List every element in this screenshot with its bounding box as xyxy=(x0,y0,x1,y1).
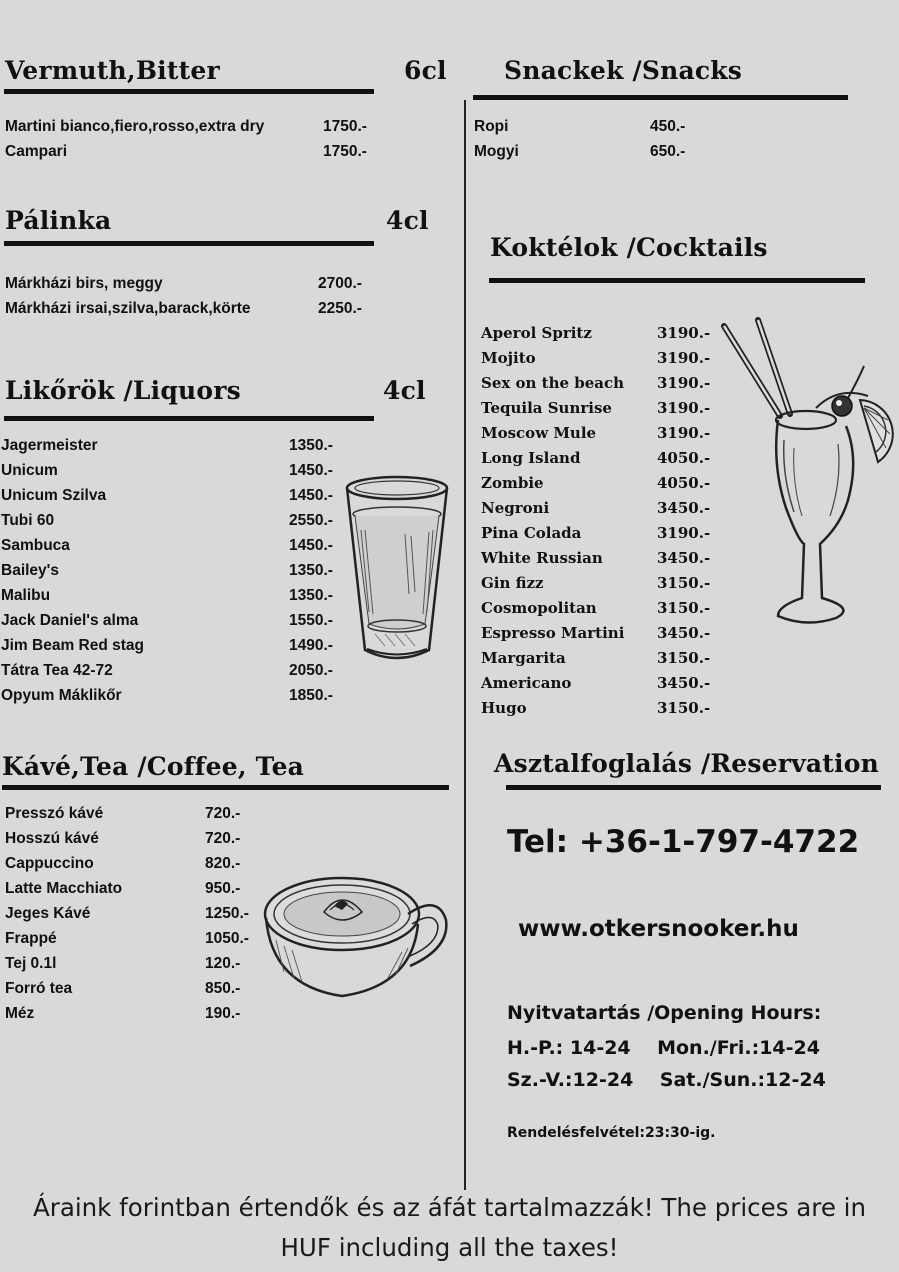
coffee-heading: Kávé,Tea /Coffee, Tea xyxy=(2,752,305,781)
menu-item xyxy=(1,562,343,580)
menu-item-price: 1350.- xyxy=(289,562,333,579)
menu-item-name: Tátra Tea 42-72 xyxy=(1,662,113,679)
menu-item-name: Cosmopolitan xyxy=(481,599,597,617)
vermuth-heading: Vermuth,Bitter xyxy=(5,56,220,85)
menu-item-name: Espresso Martini xyxy=(481,624,625,642)
menu-item-price: 3150.- xyxy=(657,699,711,717)
menu-item-name: Unicum Szilva xyxy=(1,487,107,504)
menu-item-price: 120.- xyxy=(205,955,241,972)
menu-item xyxy=(1,437,343,455)
menu-item-name: White Russian xyxy=(481,549,603,567)
menu-item-price: 1490.- xyxy=(289,637,333,654)
menu-item-price: 4050.- xyxy=(657,449,711,467)
menu-item-name: Cappuccino xyxy=(5,855,94,872)
menu-item-name: Tubi 60 xyxy=(1,512,55,529)
menu-item-price: 2550.- xyxy=(289,512,333,529)
menu-item-price: 4050.- xyxy=(657,474,711,492)
cocktail-glass-icon xyxy=(718,316,899,634)
menu-item-name: Frappé xyxy=(5,930,57,947)
menu-item xyxy=(5,143,377,161)
menu-item-name: Bailey's xyxy=(1,562,59,579)
menu-item xyxy=(481,674,721,692)
menu-item-price: 3190.- xyxy=(657,524,711,542)
menu-item-name: Malibu xyxy=(1,587,51,604)
menu-item xyxy=(481,424,721,442)
menu-item-price: 1450.- xyxy=(289,462,333,479)
menu-item xyxy=(481,699,721,717)
opening-hours-title: Nyitvatartás /Opening Hours: xyxy=(507,1002,822,1024)
opening-hours-weekend: Sz.-V.:12-24 Sat./Sun.:12-24 xyxy=(507,1069,826,1091)
menu-item-price: 3190.- xyxy=(657,424,711,442)
vermuth-rule xyxy=(4,89,374,94)
menu-item-price: 3190.- xyxy=(657,374,711,392)
phone-number[interactable]: Tel: +36-1-797-4722 xyxy=(507,824,860,860)
menu-item-name: Márkházi birs, meggy xyxy=(5,275,163,292)
menu-item-price: 1250.- xyxy=(205,905,249,922)
menu-item-price: 2250.- xyxy=(318,299,362,317)
menu-item xyxy=(481,499,721,517)
menu-item xyxy=(5,118,377,136)
menu-item-price: 720.- xyxy=(205,830,241,847)
menu-item xyxy=(5,300,373,318)
menu-item xyxy=(5,1005,260,1023)
menu-item xyxy=(1,637,343,655)
menu-item-price: 3150.- xyxy=(657,574,711,592)
menu-item xyxy=(481,549,721,567)
menu-item xyxy=(5,930,260,948)
palinka-rule xyxy=(4,241,374,246)
menu-item xyxy=(481,399,721,417)
snacks-heading: Snackek /Snacks xyxy=(504,56,743,85)
menu-item-price: 1750.- xyxy=(323,142,367,160)
footer-line-1: Áraink forintban értendők és az áfát tartalmazzák! The prices are in xyxy=(32,1193,867,1222)
menu-item-name: Tej 0.1l xyxy=(5,955,57,972)
menu-item-price: 3450.- xyxy=(657,624,711,642)
menu-item-price: 1550.- xyxy=(289,612,333,629)
menu-item-name: Moscow Mule xyxy=(481,424,597,442)
coffee-cup-icon xyxy=(262,868,450,1010)
menu-item-price: 3150.- xyxy=(657,649,711,667)
menu-item-name: Mojito xyxy=(481,349,536,367)
menu-item-price: 3450.- xyxy=(657,674,711,692)
menu-item-name: Márkházi irsai,szilva,barack,körte xyxy=(5,299,251,317)
menu-item xyxy=(481,474,721,492)
palinka-unit: 4cl xyxy=(386,206,429,235)
menu-item xyxy=(1,687,343,705)
liquors-rule xyxy=(4,416,374,421)
coffee-rule xyxy=(2,785,449,790)
website-link[interactable]: www.otkersnooker.hu xyxy=(518,916,799,942)
menu-item-price: 1050.- xyxy=(205,930,249,947)
menu-item xyxy=(5,855,260,873)
menu-item-name: Méz xyxy=(5,1005,35,1022)
menu-item-name: Sex on the beach xyxy=(481,374,625,392)
menu-item-name: Hosszú kávé xyxy=(5,830,99,847)
menu-item-name: Zombie xyxy=(481,474,544,492)
menu-item-name: Jeges Kávé xyxy=(5,905,91,922)
column-divider xyxy=(464,100,466,1190)
menu-item-name: Gin fizz xyxy=(481,574,544,592)
menu-item xyxy=(1,462,343,480)
menu-item xyxy=(5,830,260,848)
menu-item xyxy=(481,524,721,542)
menu-item-price: 820.- xyxy=(205,855,241,872)
menu-item-name: Forró tea xyxy=(5,980,73,997)
menu-item-name: Unicum xyxy=(1,462,58,479)
menu-item-price: 1450.- xyxy=(289,487,333,504)
menu-item-name: Latte Macchiato xyxy=(5,880,123,897)
menu-item xyxy=(5,805,260,823)
menu-item xyxy=(481,324,721,342)
menu-item-name: Presszó kávé xyxy=(5,805,104,822)
menu-item-name: Margarita xyxy=(481,649,566,667)
menu-item-name: Mogyi xyxy=(474,142,519,160)
vermuth-unit: 6cl xyxy=(404,56,447,85)
opening-hours-weekday: H.-P.: 14-24 Mon./Fri.:14-24 xyxy=(507,1037,820,1059)
menu-item xyxy=(1,587,343,605)
reservation-rule xyxy=(506,785,881,790)
menu-item xyxy=(481,349,721,367)
menu-item-name: Tequila Sunrise xyxy=(481,399,612,417)
menu-item xyxy=(481,374,721,392)
menu-item-price: 3190.- xyxy=(657,324,711,342)
menu-item-price: 3190.- xyxy=(657,349,711,367)
menu-item xyxy=(1,662,343,680)
menu-item-name: Americano xyxy=(481,674,572,692)
menu-item-price: 3450.- xyxy=(657,549,711,567)
menu-item xyxy=(1,612,343,630)
cocktails-rule xyxy=(489,278,865,283)
menu-item-price: 2050.- xyxy=(289,662,333,679)
menu-item xyxy=(481,649,721,667)
menu-item-price: 2700.- xyxy=(318,275,362,292)
liquors-heading: Likőrök /Liquors xyxy=(5,376,241,405)
order-cutoff-note: Rendelésfelvétel:23:30-ig. xyxy=(507,1125,716,1141)
menu-item xyxy=(1,487,343,505)
menu-item-name: Jim Beam Red stag xyxy=(1,637,144,654)
menu-item xyxy=(474,118,694,136)
menu-item xyxy=(474,143,694,161)
menu-item xyxy=(1,537,343,555)
liquors-unit: 4cl xyxy=(383,376,426,405)
menu-item-price: 850.- xyxy=(205,980,241,997)
cocktails-heading: Koktélok /Cocktails xyxy=(490,233,768,262)
menu-item xyxy=(5,905,260,923)
menu-item-price: 950.- xyxy=(205,880,241,897)
reservation-heading: Asztalfoglalás /Reservation xyxy=(494,749,879,778)
menu-item-price: 190.- xyxy=(205,1005,241,1022)
menu-item-price: 3150.- xyxy=(657,599,711,617)
menu-item-price: 1450.- xyxy=(289,537,333,554)
menu-item-price: 650.- xyxy=(650,142,686,160)
menu-item-name: Campari xyxy=(5,142,68,160)
menu-item-price: 3190.- xyxy=(657,399,711,417)
menu-item xyxy=(481,624,721,642)
menu-item-name: Sambuca xyxy=(1,537,70,554)
footer-line-2: HUF including all the taxes! xyxy=(280,1233,619,1262)
menu-item xyxy=(5,880,260,898)
shot-glass-icon xyxy=(345,474,449,666)
menu-item-name: Hugo xyxy=(481,699,527,717)
menu-item-price: 1350.- xyxy=(289,437,333,454)
menu-item-name: Jack Daniel's alma xyxy=(1,612,139,629)
menu-item xyxy=(1,512,343,530)
footer-note xyxy=(0,1188,899,1268)
menu-item-name: Long Island xyxy=(481,449,581,467)
menu-item-price: 3450.- xyxy=(657,499,711,517)
menu-item xyxy=(481,599,721,617)
menu-item-name: Negroni xyxy=(481,499,550,517)
menu-item-name: Aperol Spritz xyxy=(481,324,592,342)
menu-item-name: Ropi xyxy=(474,118,509,135)
menu-item xyxy=(481,449,721,467)
menu-item-name: Opyum Máklikőr xyxy=(1,687,122,704)
menu-item-price: 1850.- xyxy=(289,687,333,704)
menu-item xyxy=(5,980,260,998)
palinka-heading: Pálinka xyxy=(5,206,112,235)
menu-item-price: 1750.- xyxy=(323,118,367,135)
menu-item xyxy=(5,955,260,973)
menu-item-name: Martini bianco,fiero,rosso,extra dry xyxy=(5,118,265,135)
menu-item xyxy=(481,574,721,592)
menu-item-name: Jagermeister xyxy=(1,437,98,454)
snacks-rule xyxy=(473,95,848,100)
menu-item-price: 450.- xyxy=(650,118,686,135)
menu-item-price: 1350.- xyxy=(289,587,333,604)
menu-item-name: Pina Colada xyxy=(481,524,582,542)
menu-item-price: 720.- xyxy=(205,805,241,822)
menu-item xyxy=(5,275,373,293)
